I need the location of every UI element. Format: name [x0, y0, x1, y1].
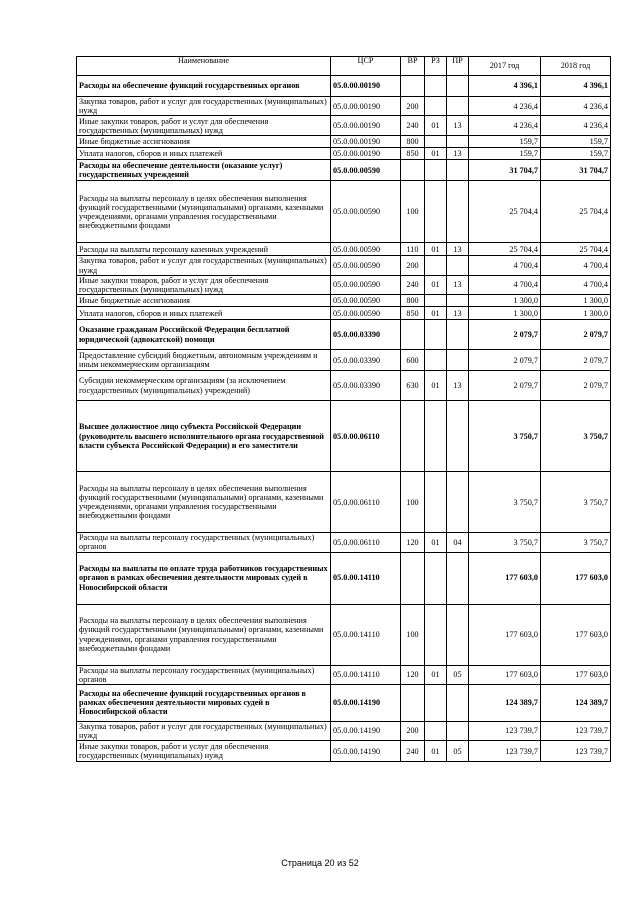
row-vr: 200	[401, 97, 425, 116]
table-row	[77, 243, 611, 256]
row-rz: 01	[425, 116, 447, 136]
row-value-2017: 4 236,4	[469, 116, 541, 136]
row-rz	[425, 684, 447, 721]
row-pr	[447, 320, 469, 350]
row-value-2018: 25 704,4	[541, 243, 611, 256]
row-name: Закупка товаров, работ и услуг для государственных (муниципальных) нужд	[77, 97, 331, 116]
header-year-2018: 2018 год	[541, 57, 611, 76]
row-csr-code: 05.0.00.06110	[331, 472, 401, 533]
row-rz: 01	[425, 307, 447, 320]
row-vr: 800	[401, 136, 425, 148]
row-csr-code: 05.0.00.00590	[331, 307, 401, 320]
row-rz	[425, 160, 447, 181]
row-csr-code: 05.0.00.00190	[331, 148, 401, 160]
row-rz	[425, 97, 447, 116]
row-value-2017: 2 079,7	[469, 320, 541, 350]
row-value-2018: 4 236,4	[541, 116, 611, 136]
row-csr-code: 05.0.00.14190	[331, 684, 401, 721]
row-pr: 05	[447, 741, 469, 762]
row-rz	[425, 604, 447, 665]
row-rz	[425, 401, 447, 472]
row-value-2017: 3 750,7	[469, 472, 541, 533]
row-value-2018: 2 079,7	[541, 371, 611, 401]
table-row	[77, 604, 611, 665]
row-vr	[401, 76, 425, 97]
row-value-2018: 124 389,7	[541, 684, 611, 721]
row-name: Расходы на выплаты персоналу в целях обеспечения выполнения функций государственными (муниципальными) органами, казенными учреждениями, органами управления государственными внебюджетными фондами	[77, 181, 331, 243]
row-value-2017: 4 236,4	[469, 97, 541, 116]
row-value-2017: 25 704,4	[469, 181, 541, 243]
row-value-2018: 159,7	[541, 136, 611, 148]
row-pr: 13	[447, 116, 469, 136]
row-csr-code: 05.0.00.14110	[331, 552, 401, 604]
row-name: Иные закупки товаров, работ и услуг для обеспечения государственных (муниципальных) нужд	[77, 741, 331, 762]
row-rz	[425, 472, 447, 533]
row-pr: 13	[447, 371, 469, 401]
row-name: Расходы на обеспечение деятельности (оказание услуг) государственных учреждений	[77, 160, 331, 181]
row-rz: 01	[425, 665, 447, 684]
row-value-2017: 123 739,7	[469, 741, 541, 762]
row-rz: 01	[425, 371, 447, 401]
row-vr: 240	[401, 116, 425, 136]
row-value-2018: 4 396,1	[541, 76, 611, 97]
table-row	[77, 533, 611, 552]
row-rz	[425, 76, 447, 97]
row-vr: 850	[401, 148, 425, 160]
row-value-2017: 1 300,0	[469, 295, 541, 307]
row-csr-code: 05.0.00.00190	[331, 76, 401, 97]
row-vr	[401, 401, 425, 472]
table-row	[77, 295, 611, 307]
row-csr-code: 05.0.00.00590	[331, 256, 401, 275]
row-rz	[425, 320, 447, 350]
row-vr: 600	[401, 350, 425, 371]
row-name: Расходы на выплаты персоналу государственных (муниципальных) органов	[77, 533, 331, 552]
row-value-2017: 3 750,7	[469, 533, 541, 552]
row-vr: 120	[401, 533, 425, 552]
row-csr-code: 05.0.00.00590	[331, 243, 401, 256]
row-value-2017: 4 700,4	[469, 256, 541, 275]
row-name: Расходы на выплаты персоналу в целях обеспечения выполнения функций государственными (муниципальными) органами, казенными учреждениями, органами управления государственными внебюджетными фондами	[77, 604, 331, 665]
row-csr-code: 05.0.00.00590	[331, 160, 401, 181]
row-value-2018: 3 750,7	[541, 472, 611, 533]
row-name: Иные бюджетные ассигнования	[77, 295, 331, 307]
table-row	[77, 275, 611, 294]
row-pr	[447, 684, 469, 721]
table-row	[77, 721, 611, 740]
row-csr-code: 05.0.00.03390	[331, 350, 401, 371]
row-csr-code: 05.0.00.03390	[331, 320, 401, 350]
row-vr: 240	[401, 275, 425, 294]
row-vr: 240	[401, 741, 425, 762]
table-row	[77, 136, 611, 148]
row-value-2018: 2 079,7	[541, 350, 611, 371]
row-rz	[425, 136, 447, 148]
row-csr-code: 05.0.00.00590	[331, 181, 401, 243]
row-pr	[447, 721, 469, 740]
header-pr: ПР	[447, 57, 469, 76]
row-csr-code: 05.0.00.00590	[331, 295, 401, 307]
table-row	[77, 552, 611, 604]
row-name: Уплата налогов, сборов и иных платежей	[77, 307, 331, 320]
row-pr	[447, 604, 469, 665]
row-value-2017: 159,7	[469, 148, 541, 160]
row-vr: 850	[401, 307, 425, 320]
row-pr	[447, 181, 469, 243]
row-vr: 800	[401, 295, 425, 307]
row-rz: 01	[425, 741, 447, 762]
row-value-2018: 4 700,4	[541, 256, 611, 275]
table-row	[77, 148, 611, 160]
row-vr: 630	[401, 371, 425, 401]
row-csr-code: 05.0.00.14110	[331, 604, 401, 665]
row-csr-code: 05.0.00.00590	[331, 275, 401, 294]
row-value-2017: 124 389,7	[469, 684, 541, 721]
row-value-2017: 4 396,1	[469, 76, 541, 97]
row-vr	[401, 552, 425, 604]
row-name: Уплата налогов, сборов и иных платежей	[77, 148, 331, 160]
row-name: Иные бюджетные ассигнования	[77, 136, 331, 148]
row-rz: 01	[425, 533, 447, 552]
row-csr-code: 05.0.00.00190	[331, 116, 401, 136]
row-pr	[447, 295, 469, 307]
table-row	[77, 472, 611, 533]
row-name: Предоставление субсидий бюджетным, автономным учреждениям и иным некоммерческим организациям	[77, 350, 331, 371]
table-row	[77, 307, 611, 320]
row-pr	[447, 472, 469, 533]
row-csr-code: 05.0.00.14190	[331, 721, 401, 740]
row-value-2017: 1 300,0	[469, 307, 541, 320]
row-rz	[425, 552, 447, 604]
table-row	[77, 350, 611, 371]
row-value-2018: 123 739,7	[541, 741, 611, 762]
row-pr	[447, 76, 469, 97]
row-rz: 01	[425, 275, 447, 294]
row-name: Расходы на выплаты по оплате труда работников государственных органов в рамках обеспечения деятельности мировых судей в Новосибирской области	[77, 552, 331, 604]
row-vr	[401, 684, 425, 721]
table-row	[77, 371, 611, 401]
row-value-2018: 3 750,7	[541, 533, 611, 552]
row-value-2018: 25 704,4	[541, 181, 611, 243]
table-row	[77, 684, 611, 721]
row-rz: 01	[425, 148, 447, 160]
table-header	[77, 57, 611, 76]
row-name: Закупка товаров, работ и услуг для государственных (муниципальных) нужд	[77, 256, 331, 275]
row-pr	[447, 350, 469, 371]
table-row	[77, 741, 611, 762]
row-csr-code: 05.0.00.06110	[331, 533, 401, 552]
row-vr: 200	[401, 721, 425, 740]
row-csr-code: 05.0.00.14110	[331, 665, 401, 684]
row-pr: 13	[447, 275, 469, 294]
row-value-2018: 1 300,0	[541, 307, 611, 320]
row-rz	[425, 350, 447, 371]
row-vr	[401, 320, 425, 350]
row-value-2017: 177 603,0	[469, 604, 541, 665]
row-value-2017: 25 704,4	[469, 243, 541, 256]
table-row	[77, 256, 611, 275]
page-number: Страница 20 из 52	[281, 858, 359, 868]
row-pr: 13	[447, 307, 469, 320]
row-value-2017: 31 704,7	[469, 160, 541, 181]
row-pr: 04	[447, 533, 469, 552]
row-rz: 01	[425, 243, 447, 256]
row-rz	[425, 295, 447, 307]
row-name: Субсидии некоммерческим организациям (за исключением государственных (муниципальных) учреждений)	[77, 371, 331, 401]
row-rz	[425, 181, 447, 243]
row-pr	[447, 401, 469, 472]
row-pr: 13	[447, 243, 469, 256]
row-name: Расходы на обеспечение функций государственных органов	[77, 76, 331, 97]
row-value-2018: 2 079,7	[541, 320, 611, 350]
table-row	[77, 76, 611, 97]
row-pr: 05	[447, 665, 469, 684]
row-vr: 200	[401, 256, 425, 275]
row-pr	[447, 136, 469, 148]
row-value-2017: 177 603,0	[469, 552, 541, 604]
row-value-2018: 1 300,0	[541, 295, 611, 307]
row-value-2018: 4 700,4	[541, 275, 611, 294]
row-pr: 13	[447, 148, 469, 160]
row-rz	[425, 721, 447, 740]
row-name: Иные закупки товаров, работ и услуг для обеспечения государственных (муниципальных) нужд	[77, 116, 331, 136]
row-value-2017: 177 603,0	[469, 665, 541, 684]
row-value-2017: 2 079,7	[469, 371, 541, 401]
row-name: Закупка товаров, работ и услуг для государственных (муниципальных) нужд	[77, 721, 331, 740]
row-csr-code: 05.0.00.00190	[331, 97, 401, 116]
row-pr	[447, 552, 469, 604]
row-value-2018: 3 750,7	[541, 401, 611, 472]
header-vr: ВР	[401, 57, 425, 76]
row-csr-code: 05.0.00.03390	[331, 371, 401, 401]
table-row	[77, 181, 611, 243]
row-name: Оказание гражданам Российской Федерации бесплатной юридической (адвокатской) помощи	[77, 320, 331, 350]
row-name: Расходы на выплаты персоналу в целях обеспечения выполнения функций государственными (муниципальными) органами, казенными учреждениями, органами управления государственными внебюджетными фондами	[77, 472, 331, 533]
row-name: Расходы на выплаты персоналу государственных (муниципальных) органов	[77, 665, 331, 684]
row-pr	[447, 160, 469, 181]
table-body	[77, 76, 611, 762]
row-vr	[401, 160, 425, 181]
row-csr-code: 05.0.00.00190	[331, 136, 401, 148]
row-value-2017: 3 750,7	[469, 401, 541, 472]
row-value-2017: 123 739,7	[469, 721, 541, 740]
header-name: Наименование	[77, 57, 331, 76]
row-vr: 100	[401, 604, 425, 665]
row-value-2017: 4 700,4	[469, 275, 541, 294]
row-value-2018: 177 603,0	[541, 665, 611, 684]
header-year-2017: 2017 год	[469, 57, 541, 76]
header-rz: РЗ	[425, 57, 447, 76]
row-vr: 120	[401, 665, 425, 684]
table-row	[77, 665, 611, 684]
header-csr: ЦСР	[331, 57, 401, 76]
table-row	[77, 97, 611, 116]
row-csr-code: 05.0.00.06110	[331, 401, 401, 472]
row-value-2018: 4 236,4	[541, 97, 611, 116]
row-vr: 100	[401, 181, 425, 243]
row-name: Расходы на выплаты персоналу казенных учреждений	[77, 243, 331, 256]
row-value-2018: 177 603,0	[541, 552, 611, 604]
row-value-2017: 159,7	[469, 136, 541, 148]
table-row	[77, 160, 611, 181]
row-value-2017: 2 079,7	[469, 350, 541, 371]
budget-table	[76, 56, 611, 762]
table-row	[77, 401, 611, 472]
table-row	[77, 116, 611, 136]
row-csr-code: 05.0.00.14190	[331, 741, 401, 762]
row-value-2018: 177 603,0	[541, 604, 611, 665]
row-pr	[447, 97, 469, 116]
row-pr	[447, 256, 469, 275]
row-name: Высшее должностное лицо субъекта Российской Федерации (руководитель высшего исполнительного органа государственной власти субъекта Российской Федерации) и его заместители	[77, 401, 331, 472]
row-value-2018: 123 739,7	[541, 721, 611, 740]
table-row	[77, 320, 611, 350]
row-vr: 110	[401, 243, 425, 256]
row-vr: 100	[401, 472, 425, 533]
row-value-2018: 31 704,7	[541, 160, 611, 181]
row-name: Иные закупки товаров, работ и услуг для обеспечения государственных (муниципальных) нужд	[77, 275, 331, 294]
row-rz	[425, 256, 447, 275]
row-name: Расходы на обеспечение функций государственных органов в рамках обеспечения деятельности мировых судей в Новосибирской области	[77, 684, 331, 721]
row-value-2018: 159,7	[541, 148, 611, 160]
